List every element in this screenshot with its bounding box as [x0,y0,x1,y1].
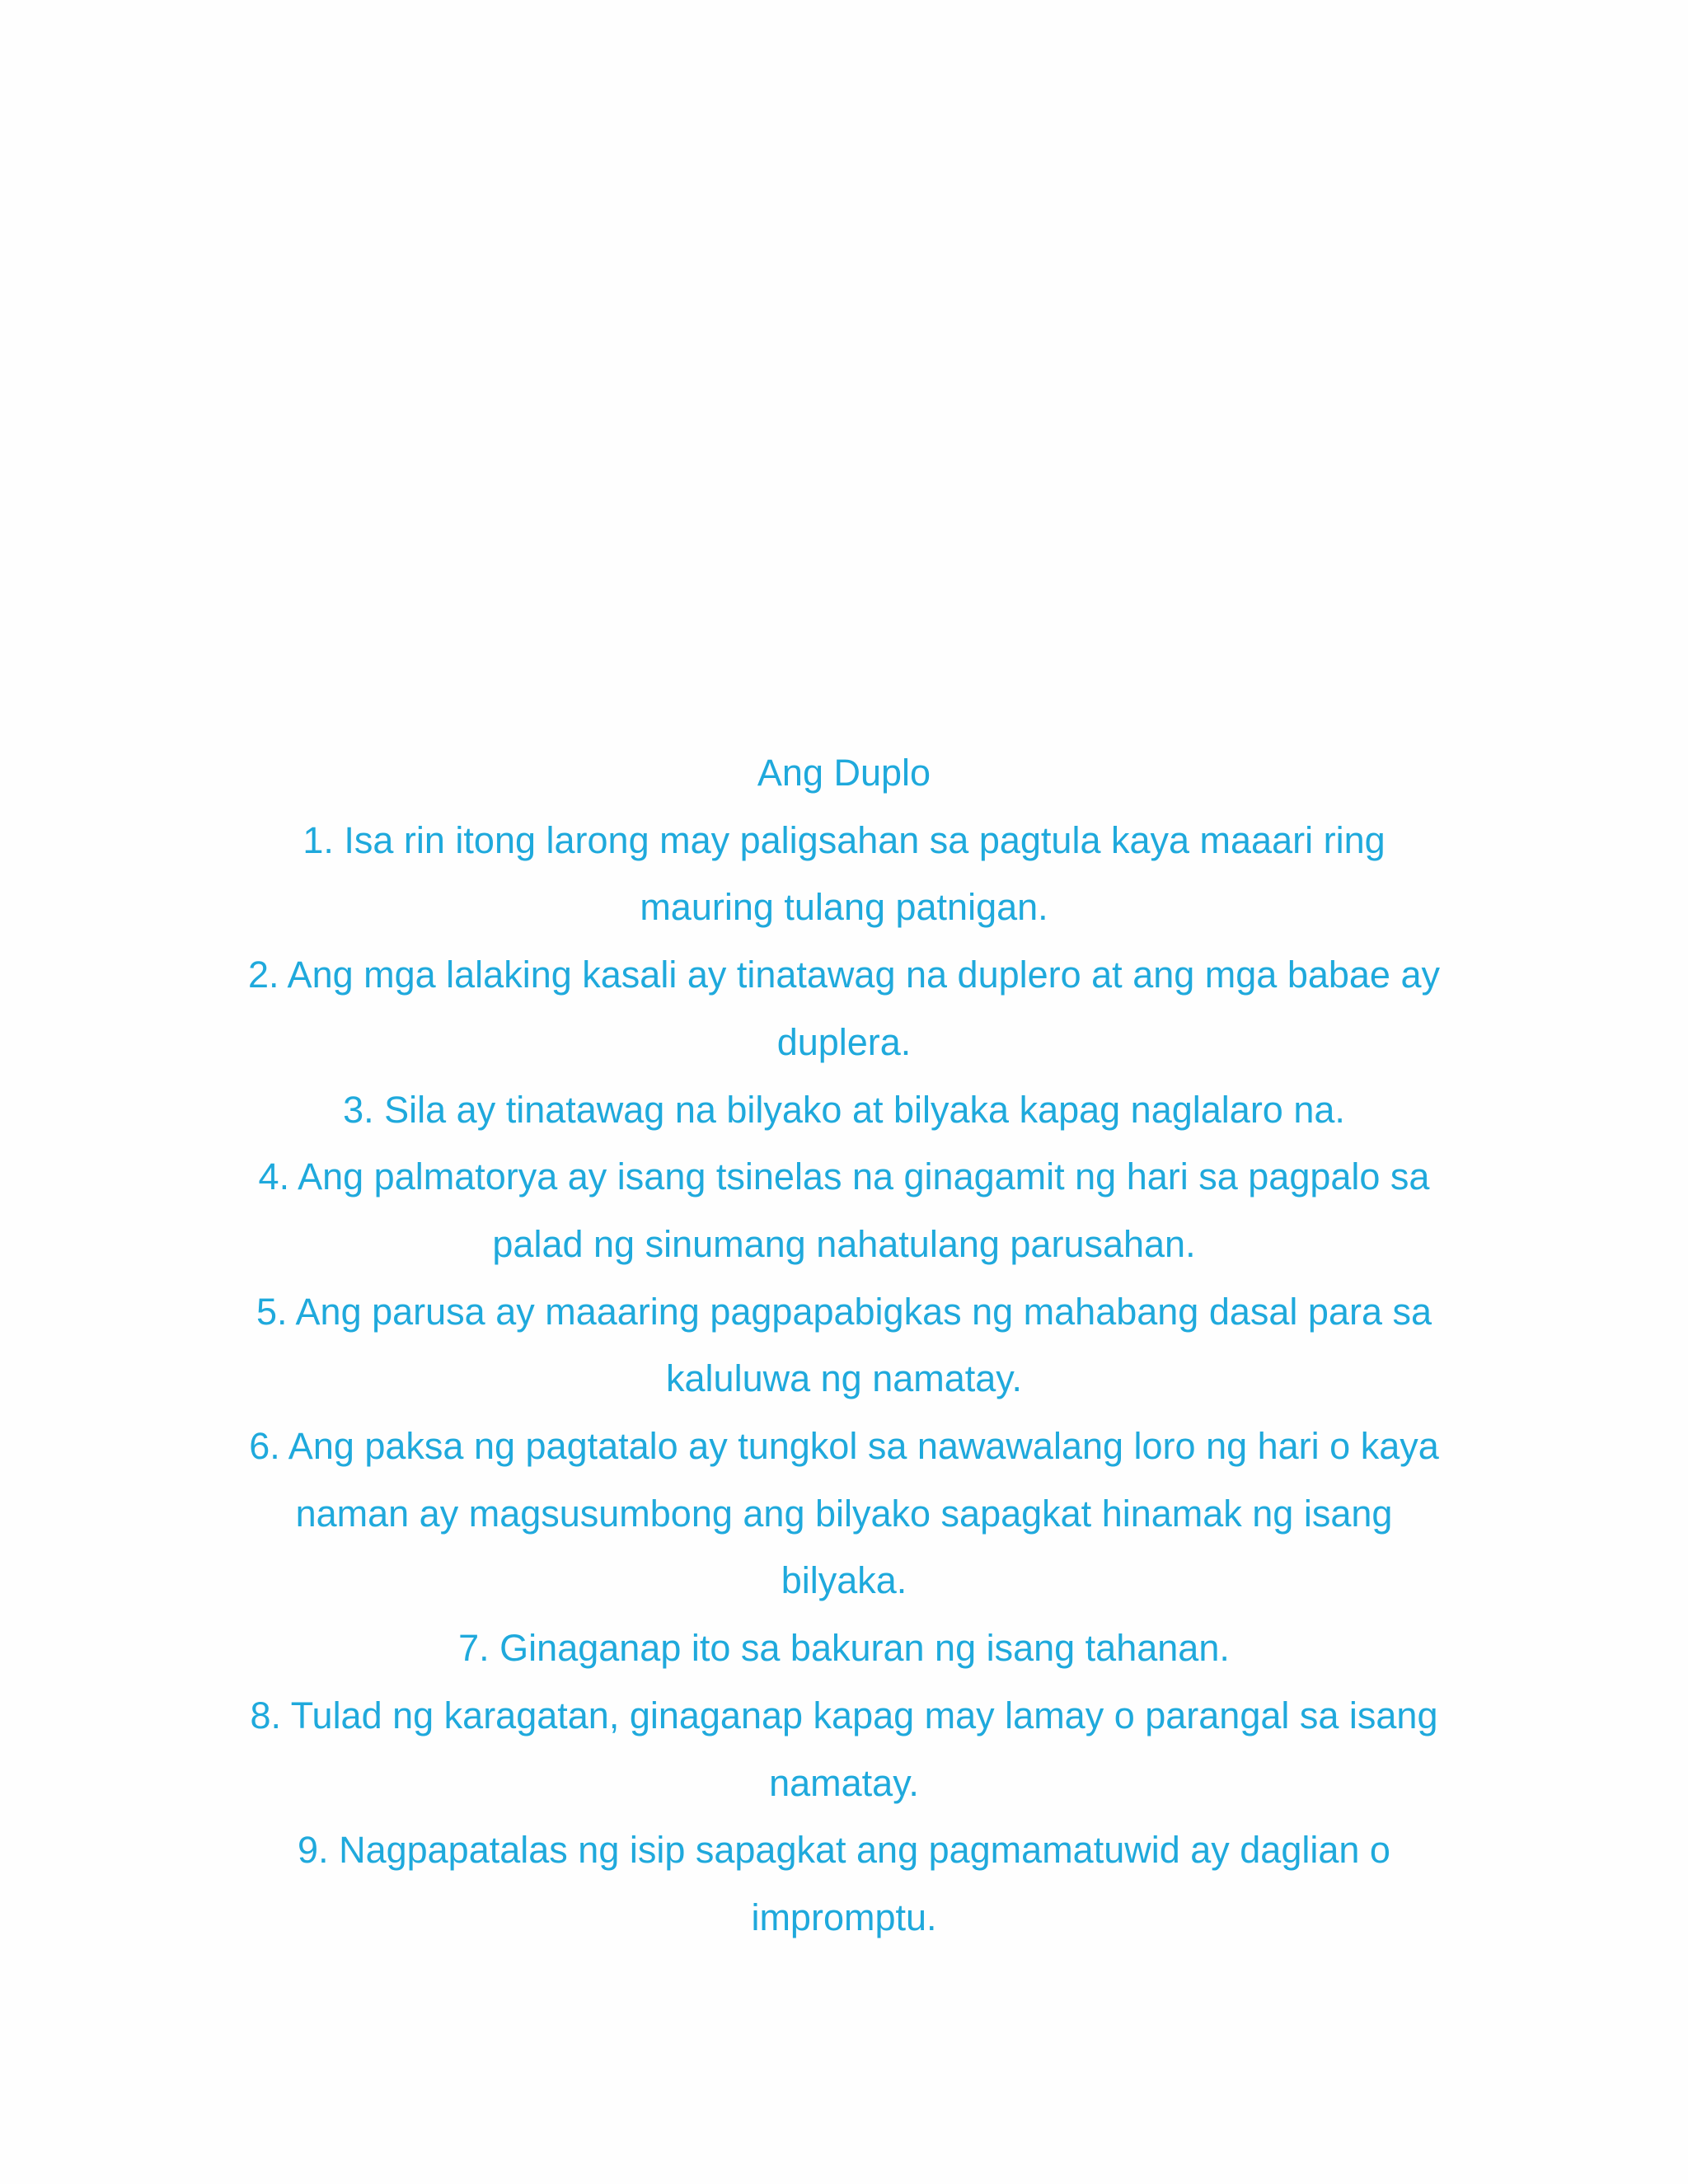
item-6-line-2: naman ay magsusumbong ang bilyako sapagkat hinamak ng isang [295,1492,1393,1535]
item-7-line-1: 7. Ginaganap ito sa bakuran ng isang tahanan. [458,1627,1230,1670]
item-1-line-1: 1. Isa rin itong larong may paligsahan sa pagtula kaya maaari ring [302,818,1386,861]
document-title: Ang Duplo [757,752,931,794]
item-8-line-1: 8. Tulad ng karagatan, ginaganap kapag may lamay o parangal sa isang [250,1694,1438,1736]
item-5-line-1: 5. Ang parusa ay maaaring pagpapabigkas ng mahabang dasal para sa [256,1290,1432,1333]
item-5-line-2: kaluluwa ng namatay. [666,1357,1022,1400]
item-9-line-2: impromptu. [751,1896,937,1938]
item-2-line-2: duplera. [776,1020,912,1063]
item-4-line-1: 4. Ang palmatorya ay isang tsinelas na ginagamit ng hari sa pagpalo sa [258,1155,1430,1198]
item-9-line-1: 9. Nagpapatalas ng isip sapagkat ang pagmamatuwid ay daglian o [298,1829,1390,1872]
document-body [206,739,1482,1952]
item-2-line-1: 2. Ang mga lalaking kasali ay tinatawag na duplero at ang mga babae ay [248,954,1440,996]
item-8-line-2: namatay. [769,1761,919,1804]
item-3-line-1: 3. Sila ay tinatawag na bilyako at bilyaka kapag naglalaro na. [343,1088,1345,1131]
item-4-line-2: palad ng sinumang nahatulang parusahan. [492,1222,1196,1265]
item-6-line-1: 6. Ang paksa ng pagtatalo ay tungkol sa nawawalang loro ng hari o kaya [249,1425,1439,1468]
item-6-line-3: bilyaka. [781,1559,907,1602]
item-1-line-2: mauring tulang patnigan. [640,886,1048,929]
